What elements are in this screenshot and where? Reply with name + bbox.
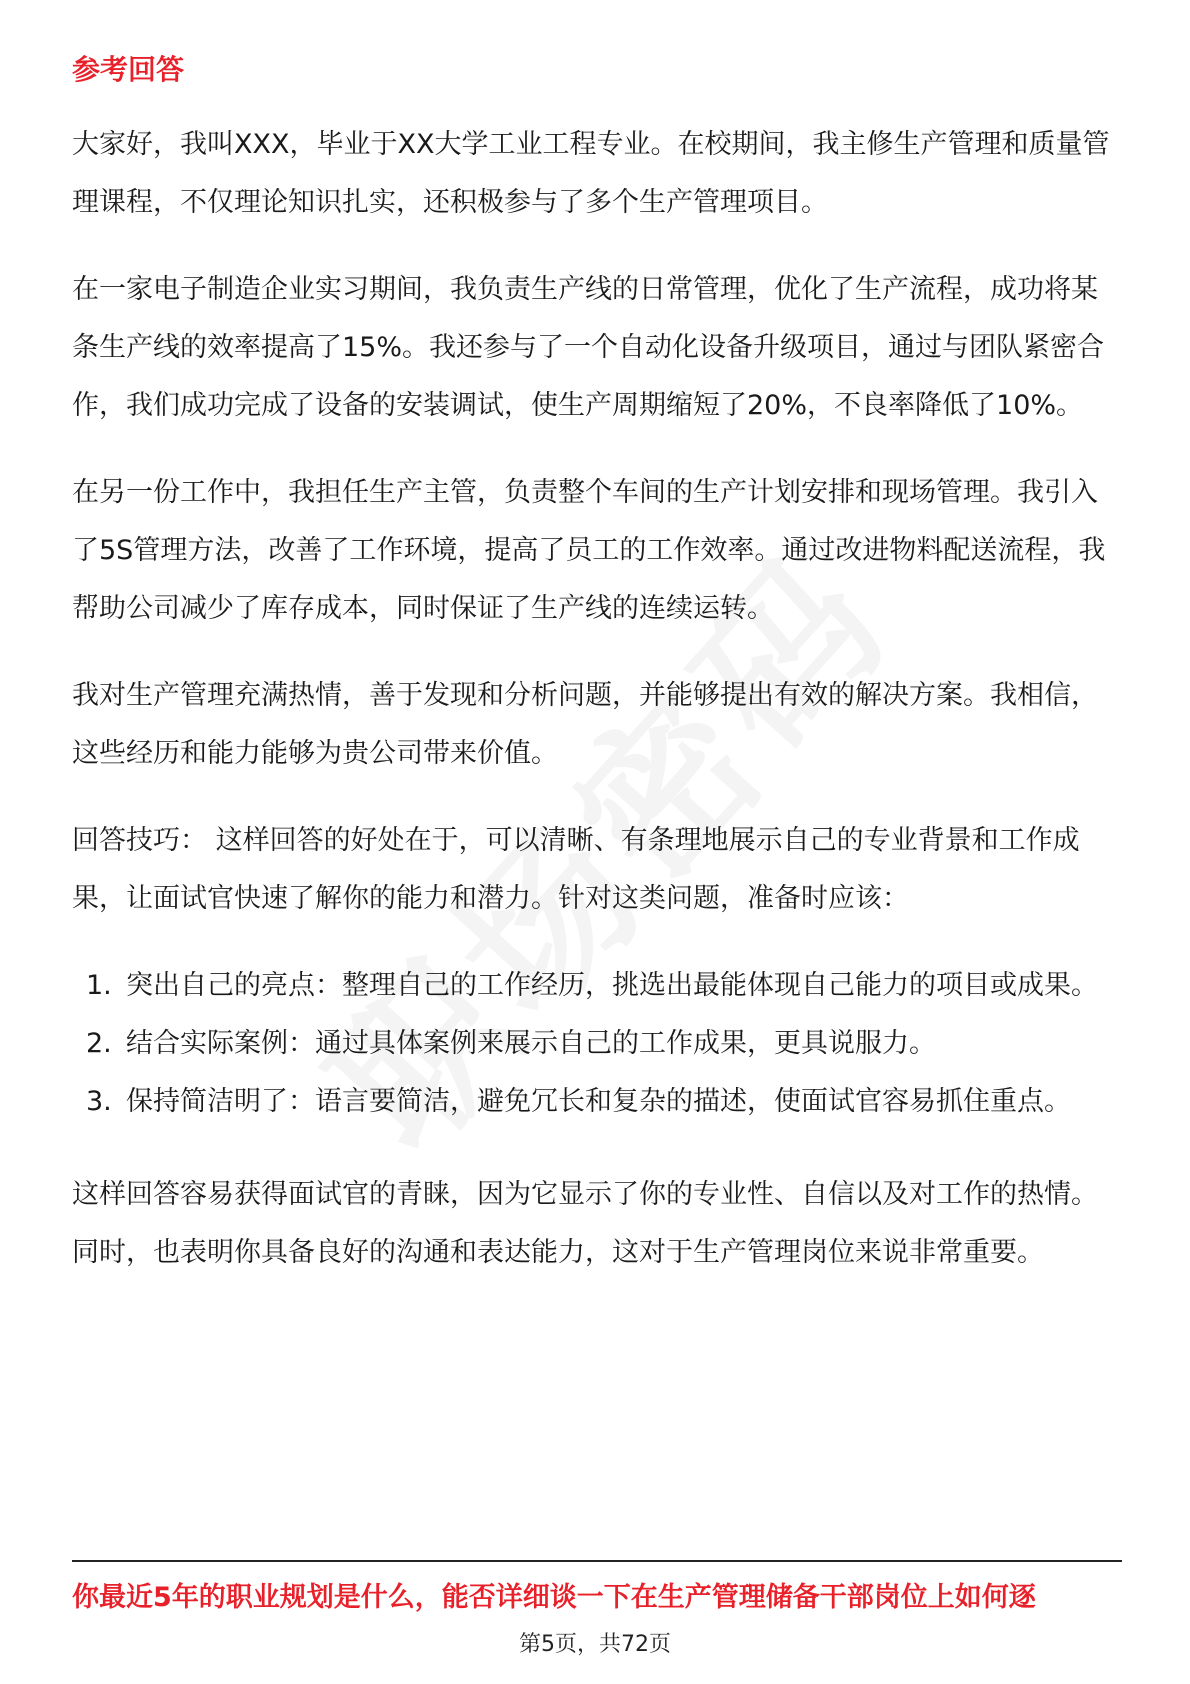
internship-paragraph: 在一家电子制造企业实习期间，我负责生产线的日常管理，优化了生产流程，成功将某条生产线的效率提高了15%。我还参与了一个自动化设备升级项目，通过与团队紧密合作，我们成功完成了设备的安装调试，使生产周期缩短了20%，不良率降低了10%。 bbox=[72, 274, 1105, 421]
list-item bbox=[72, 1073, 1122, 1131]
list-item-text: 结合实际案例：通过具体案例来展示自己的工作成果，更具说服力。 bbox=[126, 1028, 936, 1059]
tips-list bbox=[72, 957, 1122, 1131]
answer-body bbox=[72, 116, 1122, 1311]
divider bbox=[72, 1560, 1122, 1562]
next-question-heading: 你最近5年的职业规划是什么，能否详细谈一下在生产管理储备干部岗位上如何逐 bbox=[72, 1582, 1036, 1613]
list-item-number: 1. bbox=[86, 970, 112, 1001]
page-number: 第5页，共72页 bbox=[519, 1632, 671, 1657]
closing-paragraph: 这样回答容易获得面试官的青睐，因为它显示了你的专业性、自信以及对工作的热情。同时，也表明你具备良好的沟通和表达能力，这对于生产管理岗位来说非常重要。 bbox=[72, 1179, 1098, 1268]
intro-paragraph: 大家好，我叫XXX，毕业于XX大学工业工程专业。在校期间，我主修生产管理和质量管理课程，不仅理论知识扎实，还积极参与了多个生产管理项目。 bbox=[72, 129, 1110, 218]
passion-paragraph: 我对生产管理充满热情，善于发现和分析问题，并能够提出有效的解决方案。我相信，这些经历和能力能够为贵公司带来价值。 bbox=[72, 680, 1098, 769]
list-item-text: 突出自己的亮点：整理自己的工作经历，挑选出最能体现自己能力的项目或成果。 bbox=[126, 970, 1098, 1001]
list-item-text: 保持简洁明了：语言要简洁，避免冗长和复杂的描述，使面试官容易抓住重点。 bbox=[126, 1086, 1071, 1117]
list-item bbox=[72, 1015, 1122, 1073]
tips-intro-paragraph: 回答技巧： 这样回答的好处在于，可以清晰、有条理地展示自己的专业背景和工作成果，让面试官快速了解你的能力和潜力。针对这类问题，准备时应该： bbox=[72, 825, 1080, 914]
list-item bbox=[72, 957, 1122, 1015]
section-title: 参考回答 bbox=[72, 53, 185, 86]
work-paragraph: 在另一份工作中，我担任生产主管，负责整个车间的生产计划安排和现场管理。我引入了5S管理方法，改善了工作环境，提高了员工的工作效率。通过改进物料配送流程，我帮助公司减少了库存成本，同时保证了生产线的连续运转。 bbox=[72, 477, 1106, 624]
list-item-number: 3. bbox=[86, 1086, 112, 1117]
list-item-number: 2. bbox=[86, 1028, 112, 1059]
